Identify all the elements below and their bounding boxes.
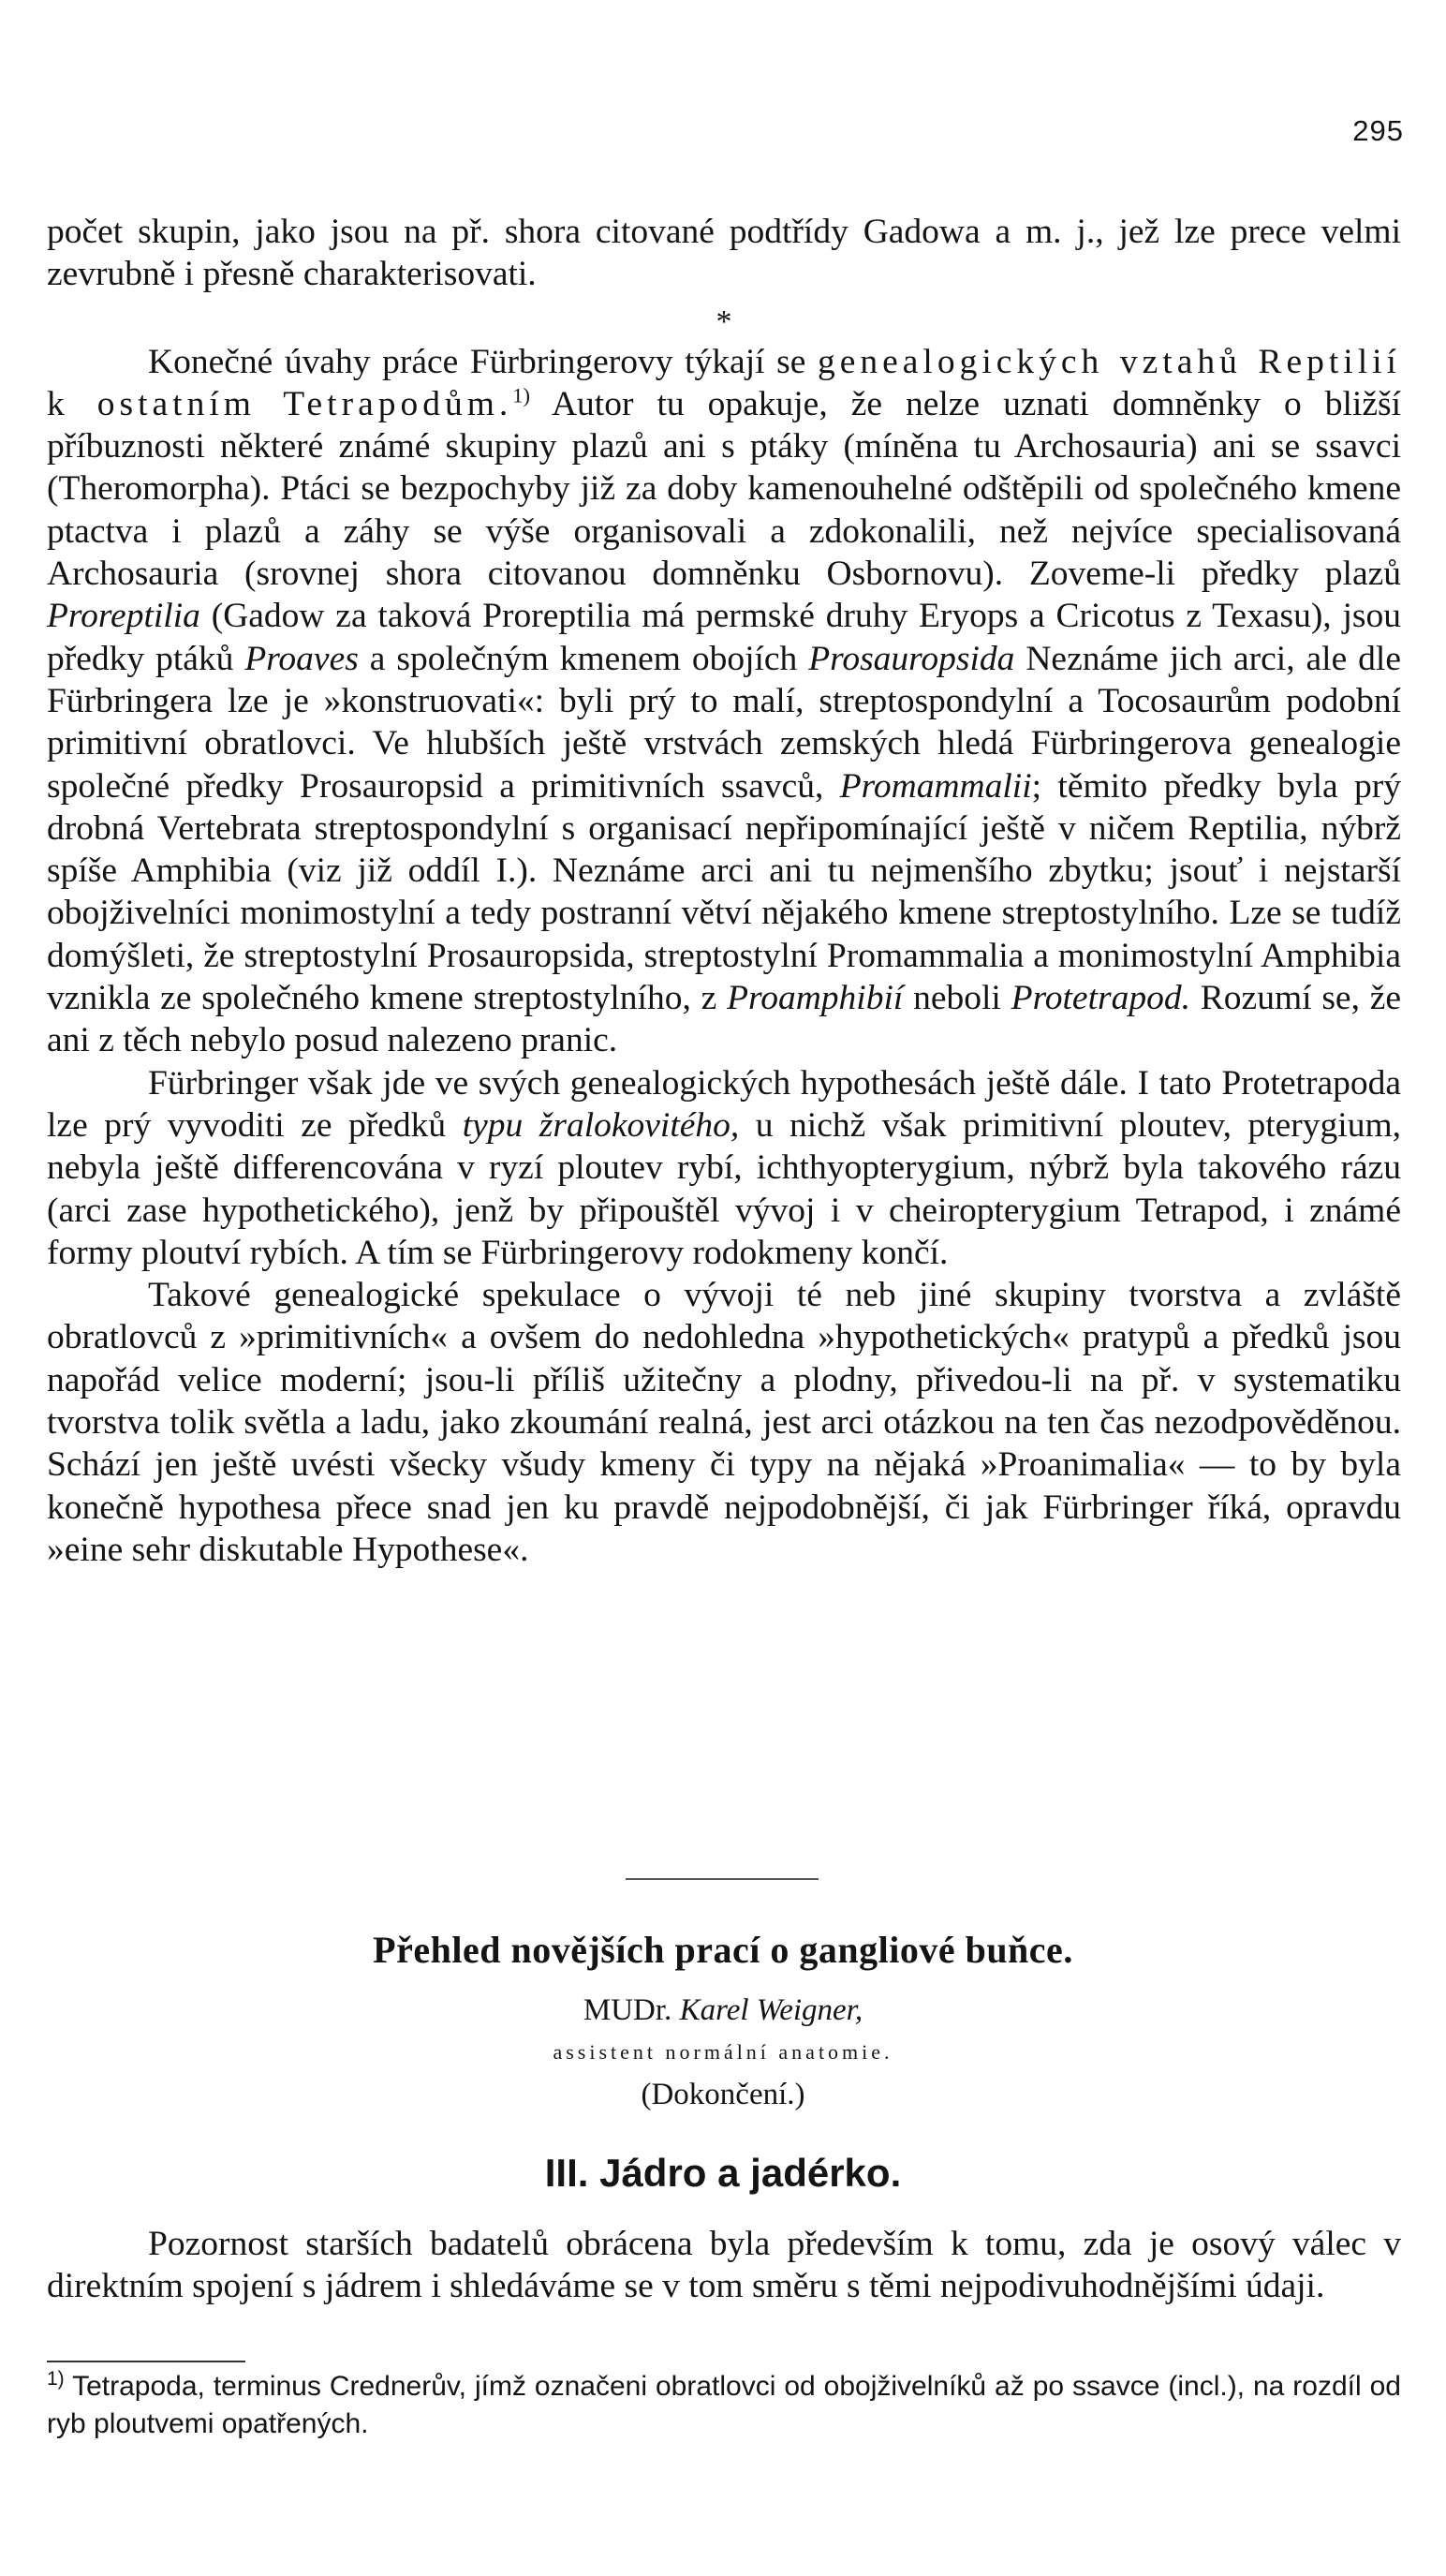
- p2-italic-proaves: Proaves: [244, 639, 359, 678]
- paragraph-3: [47, 1062, 1401, 1274]
- p2-spaced-text: genealogických vztahů Reptilií k ostatním Tetrapodům.: [47, 342, 1401, 423]
- p2-text-c: (Gadow za taková Proreptilia má permské druhy Eryops a Cricotus z Texasu), jsou předky ptáků: [47, 597, 1401, 678]
- p3-text-a: Fürbringer však jde ve svých genealogických hypothesách ještě dále. I tato Protetrapoda lze prý vyvoditi ze předků: [47, 1063, 1401, 1145]
- article-separator: [626, 1878, 819, 1880]
- author-line: [0, 1993, 1446, 2028]
- paragraph-4: Takové genealogické spekulace o vývoji té neb jiné skupiny tvorstva a zvláště obratlovců z »primitivních« a ovšem do nedohledna »hypothetických« pratypů a předků jsou napořád velice moderní; jsou-li příliš užitečny a plodny, přivedou-li na př. v systematiku tvorstva tolik světla a ladu, jako zkoumání realná, jest arci otázkou na ten čas nezodpověděnou. Schází jen ještě uvésti všecky všudy kmeny či typy na nějaká »Proanimalia« — to by byla konečně hypothesa přece snad jen ku pravdě nejpodobnější, či jak Fürbringer říká, opravdu »eine sehr diskutable Hypothese«.: [47, 1276, 1401, 1569]
- section-divider-asterisk: *: [716, 303, 732, 339]
- author-name: Karel Weigner,: [679, 1993, 863, 2027]
- p2-italic-proreptilia: Proreptilia: [47, 597, 200, 636]
- footnote-marker: 1): [47, 2368, 65, 2390]
- p2-italic-protetrapod: Protetrapod.: [1011, 979, 1190, 1018]
- author-prefix: MUDr.: [583, 1993, 672, 2027]
- section-heading: III. Jádro a jadérko.: [544, 2151, 902, 2195]
- p3-italic-typ: typu žralokovitého,: [462, 1105, 740, 1145]
- p2-text-f: ; těmito předky byla prý drobná Vertebrata streptospondylní s organisací nepřipomínající ještě v ničem Reptilia, nýbrž spíše Amphibia (viz již oddíl I.). Neznáme arci ani tu nejmenšího zbytku; jsouť i nejstarší obojživelníci monimostylní a tedy postranní větví nějakého kmene streptostylního. Lze se tudíž domýšleti, že streptostylní Prosauropsida, streptostylní Promammalia a monimostylní Amphibia vznikla ze společného kmene streptostylního, z: [47, 766, 1402, 1018]
- p2-text-d: a společným kmenem obojích: [369, 639, 798, 678]
- author-role: assistent normální anatomie.: [553, 2040, 893, 2064]
- footnote: [47, 2368, 1401, 2443]
- paragraph-1: počet skupin, jako jsou na př. shora citované podtřídy Gadowa a m. j., jež lze prece velmi zevrubně i přesně charakterisovati.: [47, 213, 1401, 294]
- page-number: 295: [1352, 114, 1404, 147]
- section-paragraph: Pozornost starších badatelů obrácena byla především k tomu, zda je osový válec v direktním spojení s jádrem i shledáváme se v tom směru s těmi nejpodivuhodnějšími údaji.: [47, 2225, 1401, 2306]
- main-text: [47, 211, 1401, 1571]
- footnote-ref: 1): [512, 383, 531, 407]
- p2-italic-proamphibii: Proamphibií: [727, 979, 904, 1018]
- p2-italic-prosauropsida: Prosauropsida: [808, 639, 1015, 678]
- p2-italic-promammalii: Promammalii: [839, 766, 1032, 806]
- p2-text-e: Neznáme jich arci, ale dle Fürbringera lze je »konstruovati«: byli prý to malí, streptospondylní a Tocosaurům podobní primitivní obratlovci. Ve hlubších ještě vrstvách zemských hledá Fürbringerova genealogie společné předky Prosauropsid a primitivních ssavců,: [47, 639, 1401, 806]
- section-text: [47, 2223, 1401, 2308]
- p2-text-a: Konečné úvahy práce Fürbringerovy týkají se: [148, 342, 806, 381]
- p2-text-h: Rozumí se, že ani z těch nebylo posud nalezeno pranic.: [47, 979, 1402, 1060]
- p2-text-b: Autor tu opakuje, že nelze uznati domněnky o bližší příbuznosti některé známé skupiny plazů ani s ptáky (míněna tu Archosauria) ani se ssavci (Theromorpha). Ptáci se bezpochyby již za doby kamenouhelné odštěpili od společného kmene ptactva i plazů a záhy se výše organisovali a zdokonalili, než nejvíce specialisovaná Archosauria (srovnej shora citovanou domněnku Osbornovu). Zoveme-li předky plazů: [47, 384, 1402, 594]
- p3-text-b: u nichž však primitivní ploutev, pterygium, nebyla ještě differencována v ryzí ploutev rybí, ichthyopterygium, nýbrž byla takového rázu (arci zase hypothetického), jenž by připouštěl vývoj i v cheiropterygium Tetrapod, i známé formy ploutví rybích. A tím se Fürbringerovy rodokmeny končí.: [47, 1105, 1401, 1272]
- footnote-text: Tetrapoda, terminus Crednerův, jímž označeni obratlovci od obojživelníků až po ssavce (incl.), na rozdíl od ryb ploutvemi opatřených.: [47, 2371, 1401, 2439]
- footnote-rule: [47, 2361, 245, 2362]
- article-title: Přehled novějších prací o gangliové buňce.: [373, 1929, 1073, 1971]
- p2-text-g: neboli: [913, 979, 1001, 1018]
- paragraph-2: [47, 341, 1401, 1062]
- continuation-note: (Dokončení.): [641, 2078, 805, 2111]
